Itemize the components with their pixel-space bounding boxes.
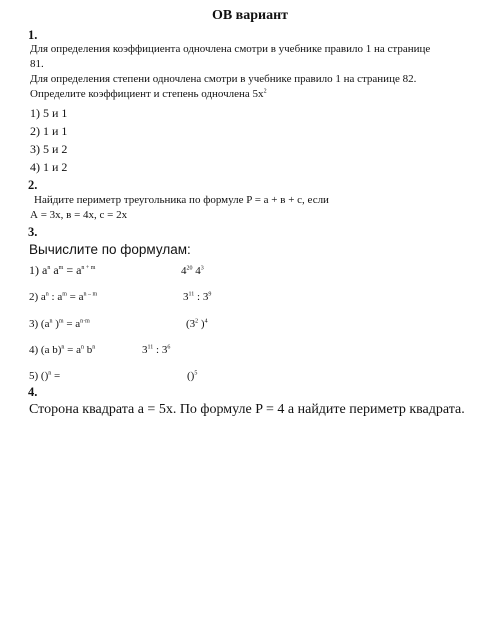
- task1-option-4: 4) 1 и 2: [30, 160, 68, 174]
- task1-option-2: 2) 1 и 1: [30, 124, 68, 138]
- task3-formula-5: 5) ()$^n$ =: [29, 370, 61, 382]
- task2-line1: Найдите периметр треугольника по формуле P = a + в + c, если: [34, 194, 329, 206]
- task1-line4-exponent: 2: [263, 88, 267, 95]
- task3-example-5: ()$^5$: [187, 370, 198, 382]
- task3-formula-4: 4) (a $b)^n = a^n$ $b^n$: [29, 344, 96, 356]
- task2-line2: А = 3x, в = 4x, c = 2x: [30, 209, 128, 221]
- task2-number: 2.: [28, 178, 38, 192]
- task3-number: 3.: [28, 225, 38, 239]
- page-title: ОВ вариант: [211, 8, 289, 23]
- task3-formula-1: 1) $a^n$ $a^m = a^{n + m}$: [29, 263, 96, 277]
- task1-line3: Для определения степени одночлена смотри в учебнике правило 1 на странице 82.: [30, 73, 417, 85]
- task1-line4: [30, 88, 267, 100]
- task4-number: 4.: [28, 385, 38, 399]
- task3-example-1: $4^{20}$ $4^3$: [181, 265, 204, 277]
- task3-formula-2: 2) $a^n$ : $a^m = a^{n - m}$: [29, 291, 98, 303]
- task3-example-2: $3^{11}$ : $3^9$: [183, 291, 212, 303]
- task3-formula-3: 3) ($a^n$ )$^m = a^{n\cdot m}$: [29, 318, 90, 330]
- task1-option-1: 1) 5 и 1: [30, 106, 68, 120]
- task1-number: 1.: [28, 28, 38, 42]
- task1-line2: 81.: [30, 58, 44, 70]
- task1-line4-text: Определите коэффициент и степень одночлена 5x: [30, 88, 264, 100]
- task4-line: Сторона квадрата a = 5x. По формуле P = 4 a найдите периметр квадрата.: [29, 402, 465, 417]
- task3-example-3: ($3^2$ )$^4$: [186, 318, 208, 330]
- task1-option-3: 3) 5 и 2: [30, 142, 68, 156]
- task3-example-4: $3^{11}$ : $3^6$: [142, 344, 171, 356]
- task3-heading: Вычислите по формулам:: [29, 242, 191, 257]
- task1-line1: Для определения коэффициента одночлена смотри в учебнике правило 1 на странице: [30, 43, 431, 55]
